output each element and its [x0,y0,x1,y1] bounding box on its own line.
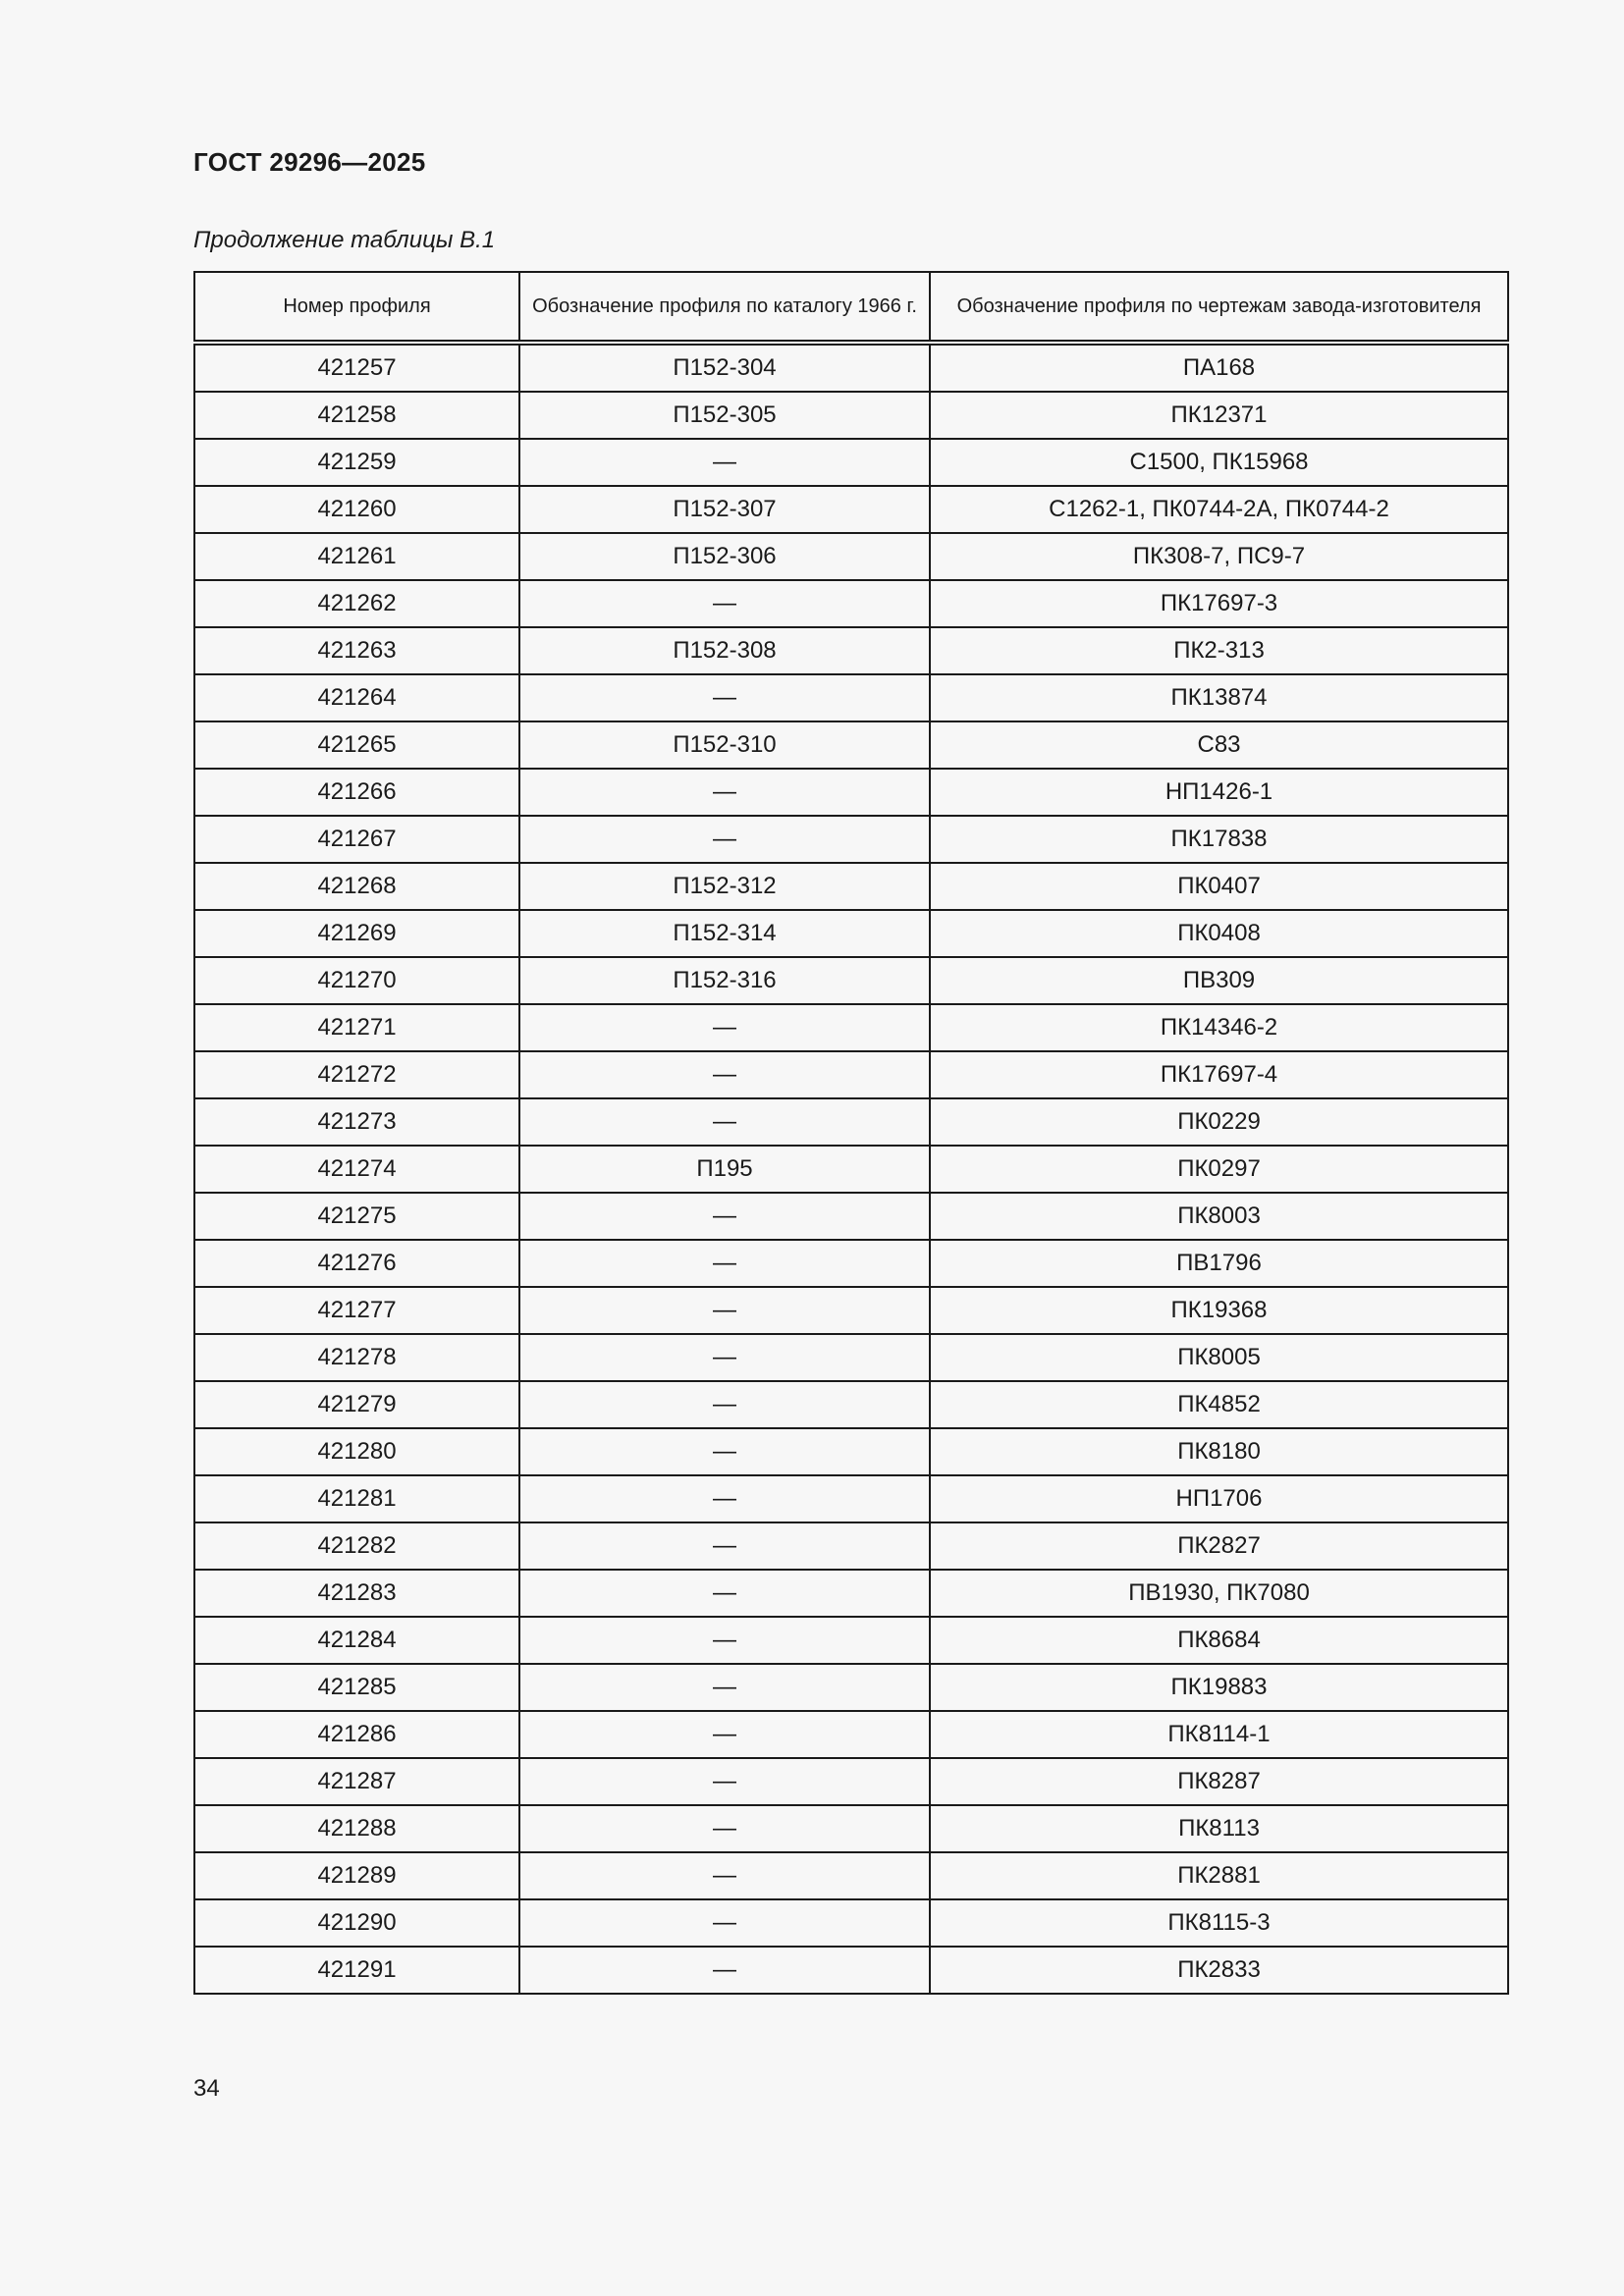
catalog-1966-cell: П152-308 [519,627,930,674]
catalog-1966-cell: П152-312 [519,863,930,910]
profile-number-cell: 421261 [194,533,519,580]
profile-number-cell: 421265 [194,721,519,769]
profile-number-cell: 421268 [194,863,519,910]
table-row [194,580,1508,627]
table-row [194,486,1508,533]
factory-drawing-cell: ПК2-313 [930,627,1508,674]
factory-drawing-cell: ПК19883 [930,1664,1508,1711]
profile-table [193,271,1507,1995]
table-row [194,957,1508,1004]
profile-number-cell: 421266 [194,769,519,816]
profile-number-cell: 421271 [194,1004,519,1051]
factory-drawing-cell: ПК8003 [930,1193,1508,1240]
profile-number-cell: 421262 [194,580,519,627]
table-row [194,1570,1508,1617]
factory-drawing-cell: ПК17697-4 [930,1051,1508,1098]
catalog-1966-cell: П152-307 [519,486,930,533]
catalog-1966-cell: — [519,769,930,816]
table-row [194,1805,1508,1852]
profile-number-cell: 421273 [194,1098,519,1146]
factory-drawing-cell: ПВ1930, ПК7080 [930,1570,1508,1617]
catalog-1966-cell: — [519,1334,930,1381]
factory-drawing-cell: ПК19368 [930,1287,1508,1334]
catalog-1966-cell: П152-306 [519,533,930,580]
factory-drawing-cell: ПК0408 [930,910,1508,957]
factory-drawing-cell: ПА168 [930,343,1508,392]
profile-number-cell: 421291 [194,1947,519,1994]
table-row [194,1711,1508,1758]
table-body [194,343,1508,1994]
table-row [194,439,1508,486]
profile-number-cell: 421264 [194,674,519,721]
catalog-1966-cell: — [519,1193,930,1240]
table-row [194,1522,1508,1570]
factory-drawing-cell: ПК8114-1 [930,1711,1508,1758]
table-row [194,1899,1508,1947]
table-row [194,1381,1508,1428]
profile-number-cell: 421275 [194,1193,519,1240]
profile-number-cell: 421284 [194,1617,519,1664]
table-caption: Продолжение таблицы В.1 [193,227,496,253]
factory-drawing-cell: ПК0297 [930,1146,1508,1193]
table-row [194,1334,1508,1381]
profile-number-cell: 421263 [194,627,519,674]
catalog-1966-cell: — [519,1098,930,1146]
catalog-1966-cell: — [519,1899,930,1947]
factory-drawing-cell: ПК8180 [930,1428,1508,1475]
factory-drawing-cell: ПВ1796 [930,1240,1508,1287]
factory-drawing-cell: ПК17838 [930,816,1508,863]
table-row [194,1287,1508,1334]
catalog-1966-cell: — [519,1287,930,1334]
catalog-1966-cell: П152-304 [519,343,930,392]
catalog-1966-cell: — [519,1475,930,1522]
profile-number-cell: 421285 [194,1664,519,1711]
catalog-1966-cell: — [519,1570,930,1617]
catalog-1966-cell: П152-314 [519,910,930,957]
catalog-1966-cell: — [519,439,930,486]
profile-number-cell: 421274 [194,1146,519,1193]
factory-drawing-cell: ПК8684 [930,1617,1508,1664]
catalog-1966-cell: — [519,1664,930,1711]
factory-drawing-cell: ПК0229 [930,1098,1508,1146]
document-code: ГОСТ 29296—2025 [193,147,426,177]
profile-number-cell: 421277 [194,1287,519,1334]
factory-drawing-cell: ПК308-7, ПС9-7 [930,533,1508,580]
profile-number-cell: 421286 [194,1711,519,1758]
profile-number-cell: 421276 [194,1240,519,1287]
table-row [194,721,1508,769]
factory-drawing-cell: ПК12371 [930,392,1508,439]
table-row [194,1240,1508,1287]
table-row [194,816,1508,863]
column-header-factory-drawing: Обозначение профиля по чертежам завода-изготовителя [930,272,1508,343]
table-row [194,863,1508,910]
catalog-1966-cell: — [519,580,930,627]
catalog-1966-cell: П195 [519,1146,930,1193]
column-header-catalog-1966: Обозначение профиля по каталогу 1966 г. [519,272,930,343]
table-row [194,1098,1508,1146]
table-row [194,627,1508,674]
catalog-1966-cell: — [519,1758,930,1805]
table-row [194,1617,1508,1664]
table-row [194,1051,1508,1098]
factory-drawing-cell: С1500, ПК15968 [930,439,1508,486]
table-row [194,1947,1508,1994]
catalog-1966-cell: — [519,816,930,863]
catalog-1966-cell: П152-310 [519,721,930,769]
profile-number-cell: 421281 [194,1475,519,1522]
factory-drawing-cell: ПК14346-2 [930,1004,1508,1051]
table-row [194,1193,1508,1240]
catalog-1966-cell: — [519,1240,930,1287]
catalog-1966-cell: — [519,1428,930,1475]
page-number: 34 [193,2075,220,2102]
profile-number-cell: 421287 [194,1758,519,1805]
factory-drawing-cell: ПК2827 [930,1522,1508,1570]
profile-number-cell: 421272 [194,1051,519,1098]
catalog-1966-cell: — [519,674,930,721]
catalog-1966-cell: — [519,1711,930,1758]
table-header-row [194,272,1508,343]
catalog-1966-cell: — [519,1852,930,1899]
profile-number-cell: 421282 [194,1522,519,1570]
profile-number-cell: 421259 [194,439,519,486]
table-row [194,910,1508,957]
catalog-1966-cell: — [519,1947,930,1994]
factory-drawing-cell: ПК17697-3 [930,580,1508,627]
profile-number-cell: 421278 [194,1334,519,1381]
factory-drawing-cell: ПК13874 [930,674,1508,721]
profile-number-cell: 421289 [194,1852,519,1899]
profile-number-cell: 421257 [194,343,519,392]
profile-number-cell: 421288 [194,1805,519,1852]
profile-number-cell: 421283 [194,1570,519,1617]
factory-drawing-cell: ПК4852 [930,1381,1508,1428]
table-row [194,1475,1508,1522]
table-row [194,674,1508,721]
factory-drawing-cell: ПК2881 [930,1852,1508,1899]
catalog-1966-cell: — [519,1004,930,1051]
profile-number-cell: 421269 [194,910,519,957]
table-row [194,533,1508,580]
profile-number-cell: 421280 [194,1428,519,1475]
table-row [194,392,1508,439]
profile-number-cell: 421279 [194,1381,519,1428]
catalog-1966-cell: П152-305 [519,392,930,439]
catalog-1966-cell: — [519,1522,930,1570]
table-row [194,1852,1508,1899]
profile-table-grid [193,271,1509,1995]
factory-drawing-cell: ПК8115-3 [930,1899,1508,1947]
factory-drawing-cell: ПК8005 [930,1334,1508,1381]
profile-number-cell: 421258 [194,392,519,439]
factory-drawing-cell: ПК8287 [930,1758,1508,1805]
catalog-1966-cell: — [519,1381,930,1428]
profile-number-cell: 421270 [194,957,519,1004]
factory-drawing-cell: ПК8113 [930,1805,1508,1852]
catalog-1966-cell: — [519,1805,930,1852]
column-header-profile-number: Номер профиля [194,272,519,343]
profile-number-cell: 421260 [194,486,519,533]
factory-drawing-cell: НП1426-1 [930,769,1508,816]
factory-drawing-cell: ПК2833 [930,1947,1508,1994]
factory-drawing-cell: НП1706 [930,1475,1508,1522]
factory-drawing-cell: ПК0407 [930,863,1508,910]
table-row [194,1664,1508,1711]
table-row [194,1004,1508,1051]
factory-drawing-cell: ПВ309 [930,957,1508,1004]
catalog-1966-cell: П152-316 [519,957,930,1004]
factory-drawing-cell: С1262-1, ПК0744-2А, ПК0744-2 [930,486,1508,533]
profile-number-cell: 421290 [194,1899,519,1947]
profile-number-cell: 421267 [194,816,519,863]
table-row [194,1146,1508,1193]
table-row [194,769,1508,816]
catalog-1966-cell: — [519,1051,930,1098]
catalog-1966-cell: — [519,1617,930,1664]
table-row [194,343,1508,392]
table-row [194,1758,1508,1805]
factory-drawing-cell: С83 [930,721,1508,769]
table-row [194,1428,1508,1475]
